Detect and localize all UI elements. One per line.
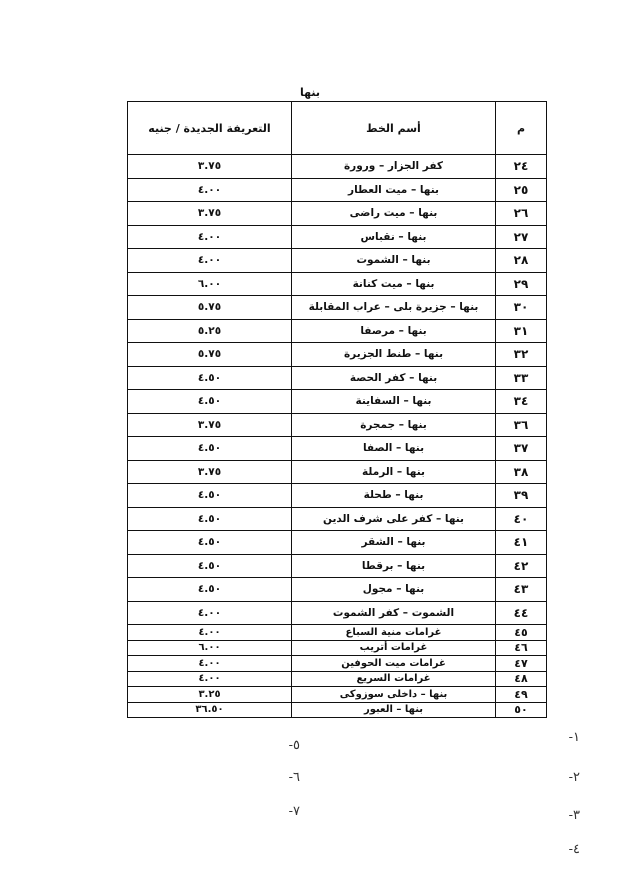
page-title: بنها xyxy=(299,86,320,99)
table-row xyxy=(128,437,547,461)
row-line-name: غرامات ميت الحوفين xyxy=(292,656,496,672)
table-row xyxy=(128,554,547,578)
row-number: ٤٠ xyxy=(496,507,547,531)
table-row xyxy=(128,343,547,367)
row-number: ٣٤ xyxy=(496,390,547,414)
table-row xyxy=(128,202,547,226)
row-number: ٥٠ xyxy=(496,702,547,718)
row-number: ٣١ xyxy=(496,319,547,343)
row-line-name: بنها – ميت العطار xyxy=(292,178,496,202)
table-row xyxy=(128,507,547,531)
row-line-name: الشموت – كفر الشموت xyxy=(292,601,496,625)
table-header-row xyxy=(128,102,547,155)
row-tariff: ٣.٧٥ xyxy=(128,202,292,226)
row-number: ٤١ xyxy=(496,531,547,555)
table-row xyxy=(128,640,547,656)
row-line-name: بنها – الشقر xyxy=(292,531,496,555)
row-tariff: ٤.٠٠ xyxy=(128,656,292,672)
row-tariff: ٥.٧٥ xyxy=(128,343,292,367)
row-tariff: ٥.٢٥ xyxy=(128,319,292,343)
row-line-name: بنها – جمجرة xyxy=(292,413,496,437)
table-row xyxy=(128,225,547,249)
table-row xyxy=(128,390,547,414)
table-row xyxy=(128,460,547,484)
table-row xyxy=(128,671,547,687)
row-number: ٢٦ xyxy=(496,202,547,226)
row-number: ٤٧ xyxy=(496,656,547,672)
row-line-name: بنها – العبور xyxy=(292,702,496,718)
row-line-name: بنها – مجول xyxy=(292,578,496,602)
row-number: ٤٩ xyxy=(496,687,547,703)
row-line-name: بنها – السفاينة xyxy=(292,390,496,414)
signature-1: ١- xyxy=(568,730,580,745)
row-number: ٢٩ xyxy=(496,272,547,296)
table-row xyxy=(128,296,547,320)
signature-area xyxy=(0,730,620,877)
row-line-name: بنها – ميت راضى xyxy=(292,202,496,226)
row-tariff: ٦.٠٠ xyxy=(128,272,292,296)
row-number: ٤٨ xyxy=(496,671,547,687)
signature-7: ٧- xyxy=(288,804,300,819)
header-line-name: أسم الخط xyxy=(292,102,496,155)
row-tariff: ٤.٥٠ xyxy=(128,578,292,602)
row-number: ٤٢ xyxy=(496,554,547,578)
row-number: ٣٢ xyxy=(496,343,547,367)
row-number: ٢٨ xyxy=(496,249,547,273)
table-row xyxy=(128,178,547,202)
row-tariff: ٤.٥٠ xyxy=(128,531,292,555)
signature-4: ٤- xyxy=(568,842,580,857)
row-line-name: غرامات السريع xyxy=(292,671,496,687)
table-row xyxy=(128,702,547,718)
row-number: ٢٥ xyxy=(496,178,547,202)
table-row xyxy=(128,319,547,343)
row-line-name: بنها – جزيرة بلى – عراب المقابلة xyxy=(292,296,496,320)
header-number: م xyxy=(496,102,547,155)
row-line-name: بنها – داخلى سوزوكى xyxy=(292,687,496,703)
table-row xyxy=(128,484,547,508)
table-row xyxy=(128,413,547,437)
signature-6: ٦- xyxy=(288,770,300,785)
table-row xyxy=(128,656,547,672)
row-line-name: بنها – كفر على شرف الدين xyxy=(292,507,496,531)
row-number: ٣٧ xyxy=(496,437,547,461)
table-row xyxy=(128,578,547,602)
row-number: ٤٣ xyxy=(496,578,547,602)
row-line-name: بنها – الشموت xyxy=(292,249,496,273)
row-number: ٤٤ xyxy=(496,601,547,625)
row-tariff: ٤.٠٠ xyxy=(128,601,292,625)
row-tariff: ٤.٠٠ xyxy=(128,249,292,273)
row-number: ٣٨ xyxy=(496,460,547,484)
table-row xyxy=(128,625,547,641)
table-row xyxy=(128,687,547,703)
row-number: ٣٠ xyxy=(496,296,547,320)
table-row xyxy=(128,531,547,555)
row-number: ٤٦ xyxy=(496,640,547,656)
row-line-name: بنها – برقطا xyxy=(292,554,496,578)
row-tariff: ٦.٠٠ xyxy=(128,640,292,656)
row-tariff: ٣٦.٥٠ xyxy=(128,702,292,718)
row-tariff: ٤.٠٠ xyxy=(128,625,292,641)
row-tariff: ٤.٠٠ xyxy=(128,671,292,687)
row-number: ٢٧ xyxy=(496,225,547,249)
row-tariff: ٤.٥٠ xyxy=(128,437,292,461)
row-tariff: ٤.٠٠ xyxy=(128,225,292,249)
row-number: ٣٣ xyxy=(496,366,547,390)
row-tariff: ٣.٧٥ xyxy=(128,413,292,437)
row-line-name: بنها – ميت كنانة xyxy=(292,272,496,296)
row-line-name: غرامات أتريب xyxy=(292,640,496,656)
row-tariff: ٣.٢٥ xyxy=(128,687,292,703)
tariff-table xyxy=(127,101,547,718)
row-line-name: غرامات منية السباع xyxy=(292,625,496,641)
row-line-name: بنها – كفر الحصة xyxy=(292,366,496,390)
row-number: ٣٦ xyxy=(496,413,547,437)
row-line-name: بنها – نقباس xyxy=(292,225,496,249)
row-tariff: ٤.٥٠ xyxy=(128,484,292,508)
row-tariff: ٤.٠٠ xyxy=(128,178,292,202)
row-tariff: ٤.٥٠ xyxy=(128,554,292,578)
row-tariff: ٤.٥٠ xyxy=(128,390,292,414)
signature-3: ٣- xyxy=(568,808,580,823)
row-number: ٤٥ xyxy=(496,625,547,641)
row-line-name: بنها – الصفا xyxy=(292,437,496,461)
row-tariff: ٤.٥٠ xyxy=(128,507,292,531)
table-row xyxy=(128,249,547,273)
signature-5: ٥- xyxy=(288,738,300,753)
row-tariff: ٤.٥٠ xyxy=(128,366,292,390)
row-line-name: بنها – طنط الجزيرة xyxy=(292,343,496,367)
row-line-name: بنها – مرصفا xyxy=(292,319,496,343)
header-tariff: التعريفة الجديدة / جنيه xyxy=(128,102,292,155)
table-row xyxy=(128,272,547,296)
row-line-name: بنها – طحلة xyxy=(292,484,496,508)
row-tariff: ٣.٧٥ xyxy=(128,460,292,484)
table-row xyxy=(128,601,547,625)
row-tariff: ٥.٧٥ xyxy=(128,296,292,320)
row-number: ٣٩ xyxy=(496,484,547,508)
row-number: ٢٤ xyxy=(496,155,547,179)
row-tariff: ٣.٧٥ xyxy=(128,155,292,179)
table-body xyxy=(128,155,547,718)
row-line-name: بنها – الرملة xyxy=(292,460,496,484)
table-row xyxy=(128,155,547,179)
signature-2: ٢- xyxy=(568,770,580,785)
table-row xyxy=(128,366,547,390)
row-line-name: كفر الجزار – ورورة xyxy=(292,155,496,179)
